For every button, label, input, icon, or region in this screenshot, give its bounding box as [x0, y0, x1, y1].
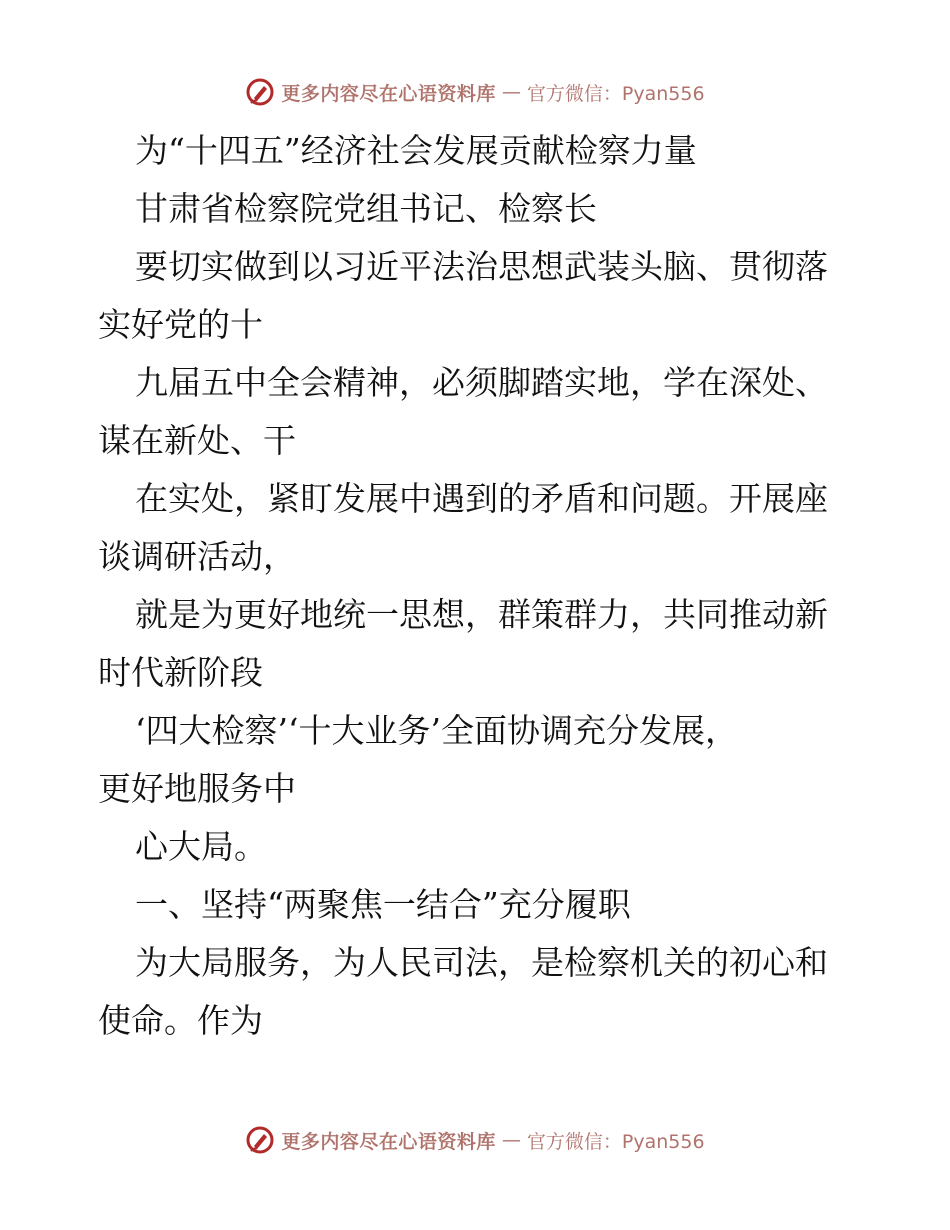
- body-line: 使命。作为: [98, 1001, 263, 1040]
- body-line: 就是为更好地统一思想，群策群力，共同推动新: [135, 595, 828, 634]
- author-line: 甘肃省检察院党组书记、检察长: [135, 189, 597, 228]
- watermark-separator: —: [501, 81, 521, 103]
- watermark-wechat: 官方微信：Pyan556: [526, 1130, 705, 1153]
- title-line: 为“十四五”经济社会发展贡献检察力量: [135, 131, 697, 170]
- body-line: 在实处，紧盯发展中遇到的矛盾和问题。开展座: [135, 479, 828, 518]
- body-line: ‘四大检察’‘十大业务’全面协调充分发展，: [135, 711, 738, 750]
- body-line: 要切实做到以习近平法治思想武装头脑、贯彻落: [135, 247, 828, 286]
- body-line: 谋在新处、干: [98, 421, 296, 460]
- body-line: 为大局服务，为人民司法，是检察机关的初心和: [135, 943, 828, 982]
- body-line: 时代新阶段: [98, 653, 263, 692]
- watermark-separator: —: [501, 1129, 521, 1151]
- body-line: 谈调研活动，: [98, 537, 296, 576]
- body-line: 实好党的十: [98, 305, 263, 344]
- pen-logo-icon: [245, 1125, 275, 1155]
- footer-watermark: [0, 1120, 950, 1160]
- watermark-text: 更多内容尽在心语资料库: [281, 82, 496, 105]
- body-line: 九届五中全会精神，必须脚踏实地，学在深处、: [135, 363, 828, 402]
- watermark-text: 更多内容尽在心语资料库: [281, 1130, 496, 1153]
- section-heading: 一、坚持“两聚焦一结合”充分履职: [135, 885, 631, 924]
- header-watermark: [0, 72, 950, 112]
- body-line: 更好地服务中: [98, 769, 296, 808]
- document-body: [98, 122, 858, 1050]
- body-line: 心大局。: [135, 827, 267, 866]
- pen-logo-icon: [245, 77, 275, 107]
- watermark-wechat: 官方微信：Pyan556: [526, 82, 705, 105]
